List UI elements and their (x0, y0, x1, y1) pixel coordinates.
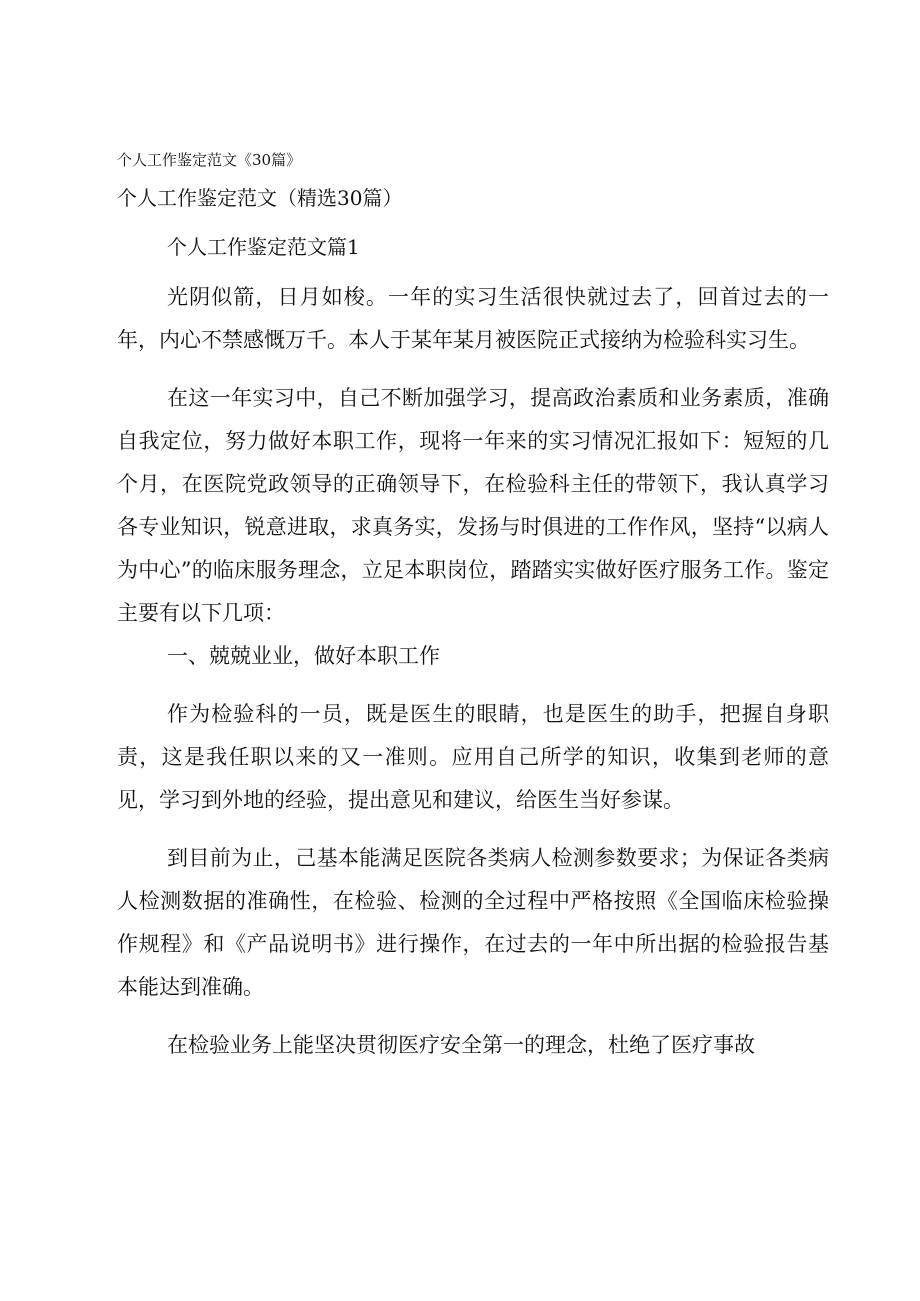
document-header: 个人工作鉴定范文《30篇》 (117, 151, 302, 169)
document-body (117, 276, 829, 1067)
paragraph: 到目前为止，己基本能满足医院各类病人检测参数要求；为保证各类病人检测数据的准确性，在检验、检测的全过程中严格按照《全国临床检验操作规程》和《产品说明书》进行操作，在过去的一年中所出据的检验报告基本能达到准确。 (117, 846, 829, 999)
paragraph: 在检验业务上能坚决贯彻医疗安全第一的理念，杜绝了医疗事故 (167, 1033, 755, 1057)
paragraph: 作为检验科的一员，既是医生的眼睛，也是医生的助手，把握自身职责，这是我任职以来的又一准则。应用自己所学的知识，收集到老师的意见，学习到外地的经验，提出意见和建议，给医生当好参谋。 (117, 702, 829, 812)
paragraph: 在这一年实习中，自己不断加强学习，提高政治素质和业务素质，准确自我定位，努力做好本职工作，现将一年来的实习情况汇报如下：短短的几个月，在医院党政领导的正确领导下，在检验科主任的带领下，我认真学习各专业知识，锐意进取，求真务实，发扬与时俱进的工作作风，坚持“以病人为中心”的临床服务理念，立足本职岗位，踏踏实实做好医疗服务工作。鉴定主要有以下几项： (117, 386, 829, 625)
subsection-heading: 一、兢兢业业，做好本职工作 (167, 644, 440, 668)
paragraph: 光阴似箭，日月如梭。一年的实习生活很快就过去了，回首过去的一年，内心不禁感慨万千。本人于某年某月被医院正式接纳为检验科实习生。 (117, 285, 829, 352)
document-title: 个人工作鉴定范文（精选30篇） (117, 186, 403, 210)
section-title: 个人工作鉴定范文篇1 (167, 235, 360, 259)
